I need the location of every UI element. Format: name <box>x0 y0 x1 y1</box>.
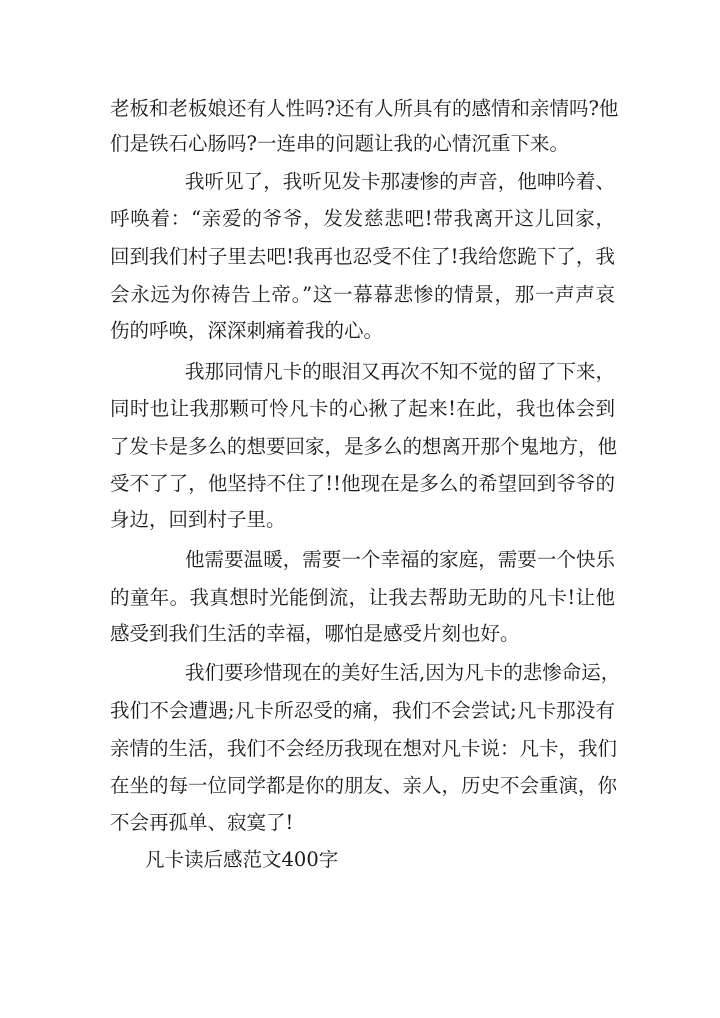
paragraph-2-line-3: 回到我们村子里去吧!我再也忍受不住了!我给您跪下了，我 <box>110 245 615 268</box>
paragraph-1-line-2: 们是铁石心肠吗?一连串的问题让我的心情沉重下来。 <box>110 132 569 155</box>
paragraph-3-line-4: 受不了了，他坚持不住了!!他现在是多么的希望回到爷爷的 <box>110 472 615 495</box>
paragraph-4-line-1: 他需要温暖，需要一个幸福的家庭，需要一个快乐 <box>185 548 615 571</box>
paragraph-2-line-4: 会永远为你祷告上帝。”这一幕幕悲惨的情景，那一声声哀 <box>110 283 615 306</box>
paragraph-3-line-2: 同时也让我那颗可怜凡卡的心揪了起来!在此，我也体会到 <box>110 397 615 420</box>
section-heading: 凡卡读后感范文400字 <box>145 848 339 871</box>
paragraph-4-line-2: 的童年。我真想时光能倒流，让我去帮助无助的凡卡!让他 <box>110 586 615 609</box>
paragraph-5-line-4: 在坐的每一位同学都是你的朋友、亲人，历史不会重演，你 <box>110 774 618 797</box>
paragraph-5-line-3: 亲情的生活，我们不会经历我现在想对凡卡说：凡卡，我们 <box>110 737 618 760</box>
paragraph-2-line-5: 伤的呼唤，深深刺痛着我的心。 <box>110 319 384 342</box>
paragraph-5-line-2: 我们不会遭遇;凡卡所忍受的痛，我们不会尝试;凡卡那没有 <box>110 699 615 722</box>
paragraph-3-line-1: 我那同情凡卡的眼泪又再次不知不觉的留了下来， <box>185 360 615 383</box>
paragraph-2-line-2: 呼唤着：“亲爱的爷爷，发发慈悲吧!带我离开这儿回家， <box>110 207 615 230</box>
paragraph-5-line-5: 不会再孤单、寂寞了! <box>110 811 294 834</box>
paragraph-3-line-3: 了发卡是多么的想要回家，是多么的想离开那个鬼地方，他 <box>110 435 618 458</box>
paragraph-2-line-1: 我听见了，我听见发卡那凄惨的声音，他呻吟着、 <box>185 170 615 193</box>
paragraph-1-line-1: 老板和老板娘还有人性吗?还有人所具有的感情和亲情吗?他 <box>110 97 619 120</box>
paragraph-4-line-3: 感受到我们生活的幸福，哪怕是感受片刻也好。 <box>110 622 520 645</box>
paragraph-3-line-5: 身边，回到村子里。 <box>110 508 286 531</box>
paragraph-5-line-1: 我们要珍惜现在的美好生活,因为凡卡的悲惨命运， <box>185 661 621 684</box>
